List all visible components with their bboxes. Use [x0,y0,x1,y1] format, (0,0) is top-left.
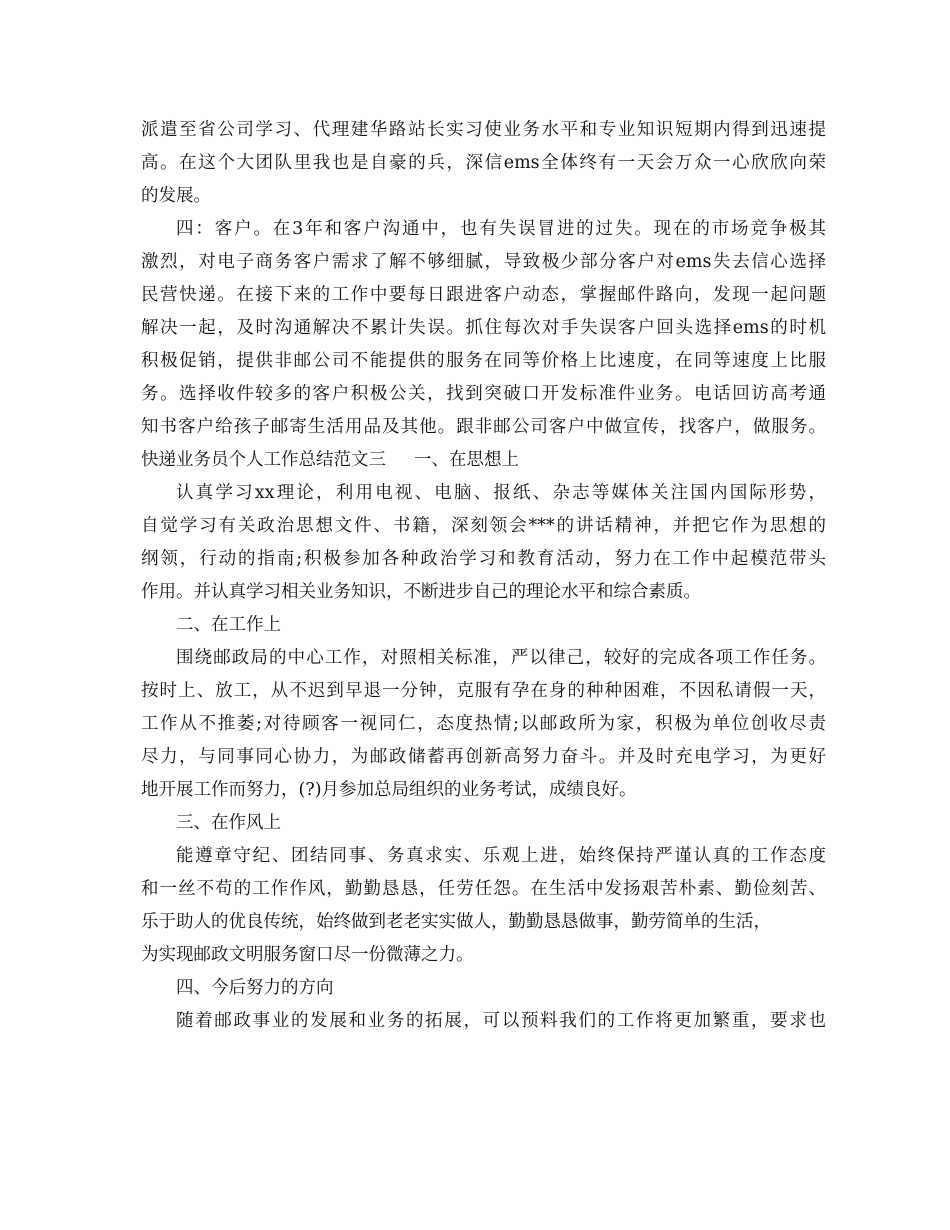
section-title-line [141,444,826,477]
text-line: 高。在这个大团队里我也是自豪的兵，深信ems全体终有一天会万众一心欣欣向荣 [141,153,826,173]
text-line: 作用。并认真学习相关业务知识，不断进步自己的理论水平和综合素质。 [141,582,701,602]
subsection-heading: 一、在思想上 [414,450,519,470]
text-line: 激烈，对电子商务客户需求了解不够细腻，导致极少部分客户对ems失去信心选择 [141,252,826,272]
paragraph-start-line: 随着邮政事业的发展和业务的拓展，可以预料我们的工作将更加繁重，要求也 [176,1011,826,1031]
text-line: 积极促销，提供非邮公司不能提供的服务在同等价格上比速度，在同等速度上比服 [141,351,826,371]
subsection-heading: 三、在作风上 [176,813,281,833]
text-line: 地开展工作而努力，(?)月参加总局组织的业务考试，成绩良好。 [141,780,637,800]
text-line: 自觉学习有关政治思想文件、书籍，深刻领会***的讲话精神，并把它作为思想的 [141,516,826,536]
text-line: 为实现邮政文明服务窗口尽一份微薄之力。 [141,945,474,965]
text-line: 解决一起，及时沟通解决不累计失误。抓住每次对手失误客户回头选择ems的时机 [141,318,826,338]
paragraph-start-line: 认真学习xx理论，利用电视、电脑、报纸、杂志等媒体关注国内国际形势， [176,483,826,503]
text-line: 纲领，行动的指南;积极参加各种政治学习和教育活动，努力在工作中起模范带头 [141,549,826,569]
subsection-heading: 四、今后努力的方向 [176,978,334,998]
text-line: 的发展。 [141,186,211,206]
paragraph-start-line: 四：客户。在3年和客户沟通中，也有失误冒进的过失。现在的市场竞争极其 [176,219,826,239]
text-line: 民营快递。在接下来的工作中要每日跟进客户动态，掌握邮件路向，发现一起问题 [141,285,826,305]
text-line: 知书客户给孩子邮寄生活用品及其他。跟非邮公司客户中做宣传，找客户，做服务。 [141,417,826,437]
text-line: 派遣至省公司学习、代理建华路站长实习使业务水平和专业知识短期内得到迅速提 [141,120,826,140]
subsection-heading: 二、在工作上 [176,615,281,635]
text-line: 务。选择收件较多的客户积极公关，找到突破口开发标准件业务。电话回访高考通 [141,384,826,404]
text-line: 乐于助人的优良传统，始终做到老老实实做人，勤勤恳恳做事，勤劳简单的生活， [141,912,771,932]
text-line: 尽力，与同事同心协力，为邮政储蓄再创新高努力奋斗。并及时充电学习，为更好 [141,747,826,767]
section-title: 快递业务员个人工作总结范文三 [141,450,386,470]
paragraph-start-line: 能遵章守纪、团结同事、务真求实、乐观上进，始终保持严谨认真的工作态度 [176,846,826,866]
paragraph-start-line: 围绕邮政局的中心工作，对照相关标准，严以律己，较好的完成各项工作任务。 [176,648,826,668]
text-line: 按时上、放工，从不迟到早退一分钟，克服有孕在身的种种困难，不因私请假一天， [141,681,826,701]
document-body [141,114,826,1038]
text-line: 和一丝不苟的工作作风，勤勤恳恳，任劳任怨。在生活中发扬艰苦朴素、勤俭刻苦、 [141,879,826,899]
text-line: 工作从不推萎;对待顾客一视同仁，态度热情;以邮政所为家，积极为单位创收尽责 [141,714,826,734]
